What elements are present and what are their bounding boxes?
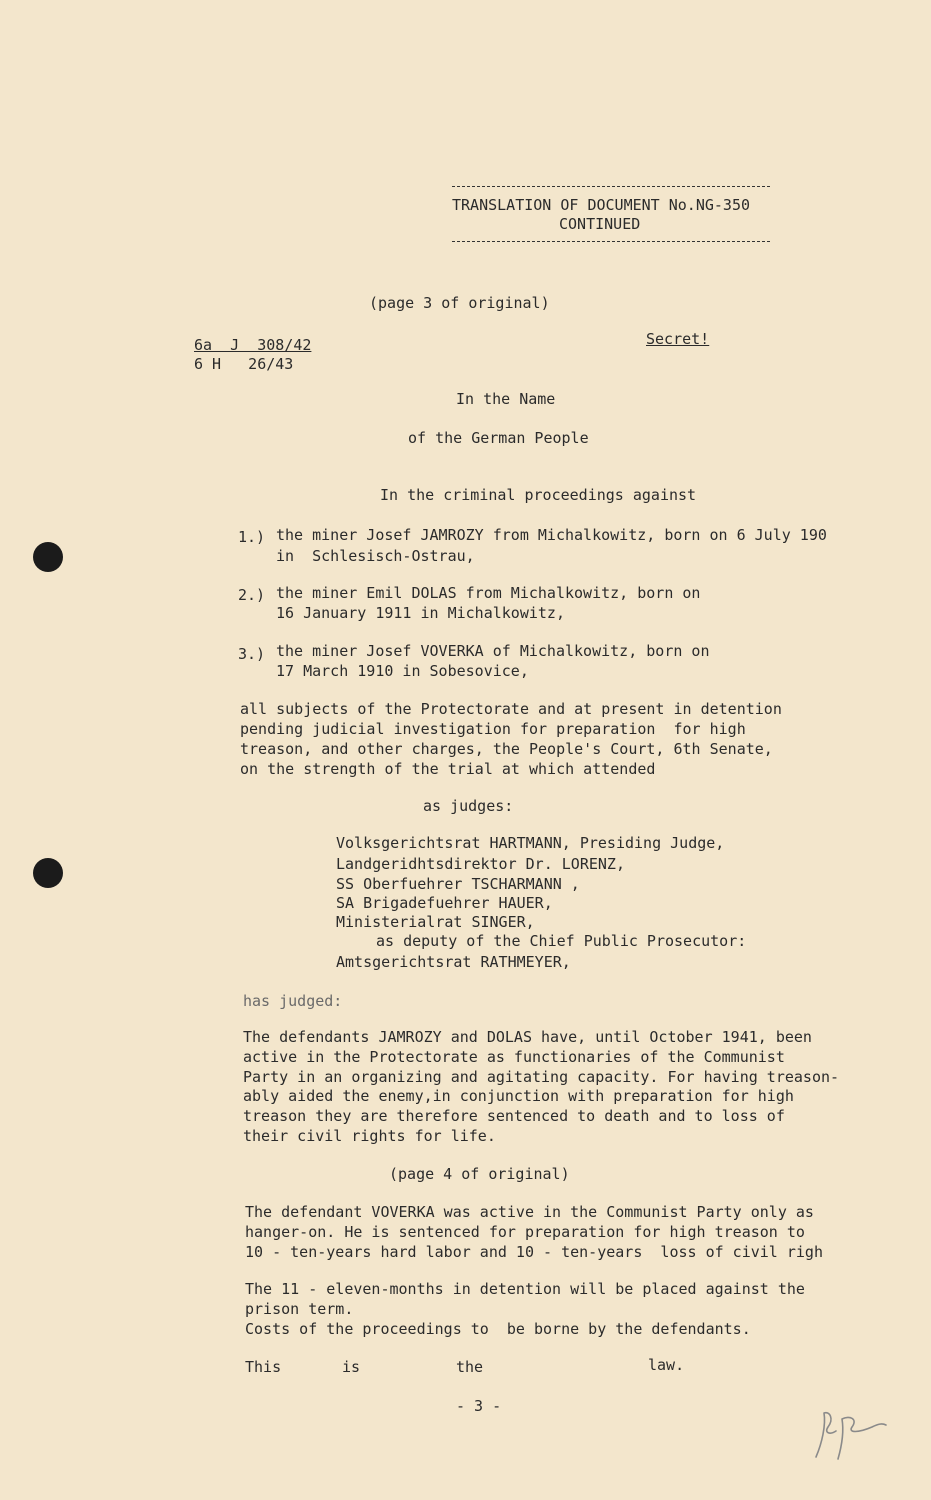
deputy-prosecutor-name: Amtsgerichtsrat RATHMEYER,	[336, 953, 571, 971]
defendant-line: the miner Emil DOLAS from Michalkowitz, born on	[276, 584, 701, 602]
deputy-prosecutor-line: as deputy of the Chief Public Prosecutor:	[376, 932, 747, 950]
file-reference-line1: 6a J 308/42	[194, 336, 312, 354]
doc-title: TRANSLATION OF DOCUMENT No.NG-350	[452, 196, 751, 214]
closing-word: law.	[648, 1356, 685, 1374]
subjects-paragraph-line: pending judicial investigation for preparation for high	[240, 720, 746, 738]
judge-line: SS Oberfuehrer TSCHARMANN ,	[336, 875, 580, 893]
subjects-paragraph-line: all subjects of the Protectorate and at present in detention	[240, 700, 782, 718]
verdict-line: Party in an organizing and agitating capacity. For having treason-	[243, 1068, 840, 1086]
defendant-line: the miner Josef JAMROZY from Michalkowitz, born on 6 July 190	[276, 526, 827, 544]
heading-line2: of the German People	[408, 429, 589, 447]
closing-word: is	[342, 1358, 361, 1376]
defendant-number: 2.)	[238, 586, 266, 604]
defendant-line: 17 March 1910 in Sobesovice,	[276, 662, 529, 680]
header-rule-top	[452, 186, 770, 187]
closing-word: This	[245, 1358, 282, 1376]
judge-line: Volksgerichtsrat HARTMANN, Presiding Judge,	[336, 834, 725, 852]
verdict-line: active in the Protectorate as functionaries of the Communist	[243, 1048, 785, 1066]
defendant-number: 1.)	[238, 528, 266, 546]
subjects-paragraph-line: treason, and other charges, the People's Court, 6th Senate,	[240, 740, 773, 758]
classification-marking: Secret!	[646, 330, 710, 348]
punch-hole-bottom	[33, 858, 63, 888]
judge-line: Ministerialrat SINGER,	[336, 913, 535, 931]
judge-line: SA Brigadefuehrer HAUER,	[336, 894, 553, 912]
has-judged-label: has judged:	[243, 992, 343, 1010]
defendant-line: 16 January 1911 in Michalkowitz,	[276, 604, 565, 622]
subjects-paragraph-line: on the strength of the trial at which attended	[240, 760, 656, 778]
handwritten-initials-icon	[812, 1405, 892, 1465]
detention-line: The 11 - eleven-months in detention will be placed against the	[245, 1280, 805, 1298]
as-judges-label: as judges:	[423, 797, 514, 815]
page-reference-mid: (page 4 of original)	[389, 1165, 570, 1183]
verdict-line: 10 - ten-years hard labor and 10 - ten-years loss of civil righ	[245, 1243, 823, 1261]
verdict-line: ably aided the enemy,in conjunction with preparation for high	[243, 1087, 794, 1105]
doc-title-continued: CONTINUED	[559, 215, 641, 233]
closing-word: the	[456, 1358, 484, 1376]
judge-line: Landgeridhtsdirektor Dr. LORENZ,	[336, 855, 625, 873]
file-reference-line2: 6 H 26/43	[194, 355, 294, 373]
verdict-line: hanger-on. He is sentenced for preparation for high treason to	[245, 1223, 805, 1241]
defendant-line: the miner Josef VOVERKA of Michalkowitz, born on	[276, 642, 710, 660]
proceedings-intro: In the criminal proceedings against	[380, 486, 697, 504]
verdict-line: The defendants JAMROZY and DOLAS have, until October 1941, been	[243, 1028, 812, 1046]
verdict-line: The defendant VOVERKA was active in the Communist Party only as	[245, 1203, 814, 1221]
defendant-line: in Schlesisch-Ostrau,	[276, 547, 475, 565]
page-reference-top: (page 3 of original)	[369, 294, 550, 312]
heading-line1: In the Name	[456, 390, 556, 408]
defendant-number: 3.)	[238, 645, 266, 663]
page-number: - 3 -	[456, 1397, 502, 1415]
punch-hole-top	[33, 542, 63, 572]
verdict-line: their civil rights for life.	[243, 1127, 496, 1145]
verdict-line: treason they are therefore sentenced to death and to loss of	[243, 1107, 785, 1125]
detention-line: Costs of the proceedings to be borne by the defendants.	[245, 1320, 751, 1338]
header-rule-bottom	[452, 241, 770, 242]
detention-line: prison term.	[245, 1300, 354, 1318]
